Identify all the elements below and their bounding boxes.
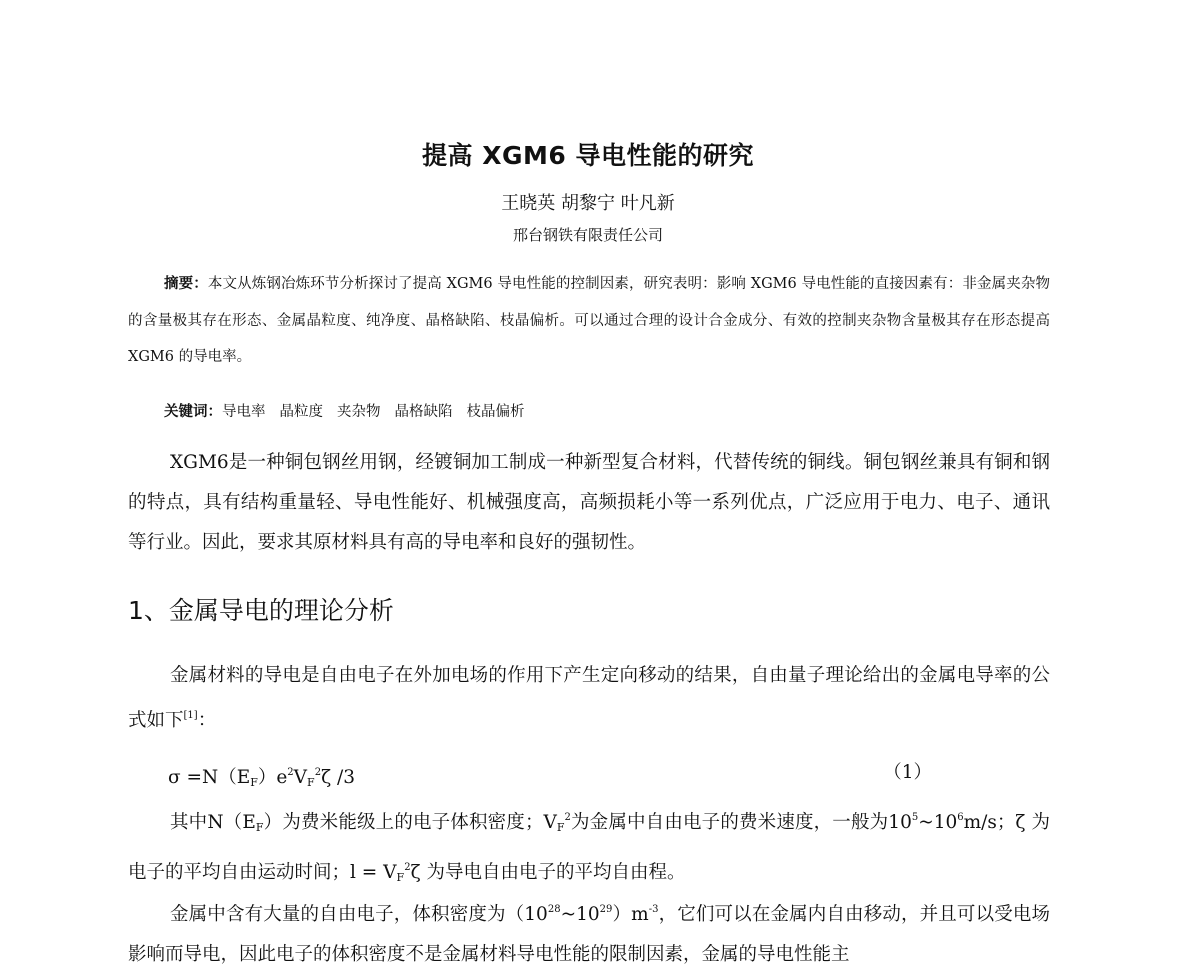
affiliation: 邢台钢铁有限责任公司 [512, 226, 663, 244]
abstract [128, 266, 1050, 376]
subscript: F [556, 821, 565, 834]
keywords [164, 400, 539, 421]
author-list: 王晓英 胡黎宁 叶凡新 [501, 193, 675, 214]
intro-paragraph: XGM6是一种铜包钢丝用钢，经镀铜加工制成一种新型复合材料，代替传统的铜线。铜包钢丝兼具有铜和钢的特点，具有结构重量轻、导电性能好、机械强度高，高频损耗小等一系列优点，广泛应用于电力、电子、通讯等行业。因此，要求其原材料具有高的导电率和良好的强韧性。 [128, 452, 1050, 553]
equation [168, 755, 932, 801]
subscript: F [255, 821, 264, 834]
body-paragraph [128, 656, 1050, 741]
paragraph-text: ζ 为导电自由电子的平均自由程。 [410, 862, 686, 883]
keyword: 导电率 [222, 404, 266, 420]
superscript: 6 [957, 812, 964, 823]
section-heading: 1、金属导电的理论分析 [128, 596, 394, 625]
abstract-text: 本文从炼钢冶炼环节分析探讨了提高 XGM6 导电性能的控制因素，研究表明：影响 XGM6 导电性能的直接因素有：非金属夹杂物的含量极其存在形态、金属晶粒度、纯净度、晶格缺陷、枝晶偏析。可以通过合理的设计合金成分、有效的控制夹杂物含量极其存在形态提高 XGM6 的导电率。 [128, 276, 1051, 365]
equation-subscript: F [250, 776, 258, 789]
equation-superscript: 2 [314, 767, 322, 778]
paragraph-text: ~10 [560, 904, 600, 925]
paragraph-text: ）为费米能级上的电子体积密度；V [263, 812, 557, 833]
superscript: 28 [547, 904, 561, 915]
equation-part: σ =N（E [168, 767, 251, 788]
equation-superscript: 2 [287, 767, 294, 778]
superscript: 5 [911, 812, 919, 823]
keyword: 晶格缺陷 [394, 404, 453, 420]
paper-title: 提高 XGM6 导电性能的研究 [422, 141, 754, 170]
paragraph-text: ： [197, 710, 217, 731]
body-paragraph [128, 890, 1050, 975]
superscript: -3 [648, 904, 659, 915]
abstract-label: 摘要： [164, 276, 208, 292]
equation-part: ）e [257, 767, 288, 788]
superscript: 29 [599, 904, 613, 915]
paragraph-text: ~10 [918, 812, 958, 833]
body-paragraph [128, 798, 1050, 898]
equation-part: ζ /3 [321, 767, 355, 788]
keyword: 夹杂物 [337, 404, 381, 420]
paragraph-text: 金属中含有大量的自由电子，体积密度为（10 [170, 904, 548, 925]
paragraph-text: 金属材料的导电是自由电子在外加电场的作用下产生定向移动的结果，自由量子理论给出的金属电导率的公式如下 [128, 665, 1050, 731]
citation-ref: [1] [183, 710, 198, 721]
keyword: 晶粒度 [279, 404, 323, 420]
paragraph-text: m/s；ζ 为电子的平均自由运动时间；l = V [128, 812, 1050, 883]
equation-number: （1） [883, 762, 932, 783]
keyword: 枝晶偏析 [466, 404, 525, 420]
paragraph-text: ，它们可以在金属内自由移动，并且可以受电场影响而导电，因此电子的体积密度不是金属材料导电性能的限制因素，金属的导电性能主 [128, 904, 1051, 965]
subscript: F [396, 871, 405, 884]
paragraph-text: 其中N（E [170, 812, 256, 833]
superscript: 2 [404, 862, 411, 873]
paragraph-text: ）m [612, 904, 649, 925]
superscript: 2 [564, 812, 571, 823]
paragraph-text: 为金属中自由电子的费米速度，一般为10 [570, 812, 912, 833]
equation-subscript: F [307, 776, 315, 789]
keywords-label: 关键词： [164, 404, 222, 420]
equation-part: V [293, 767, 308, 788]
